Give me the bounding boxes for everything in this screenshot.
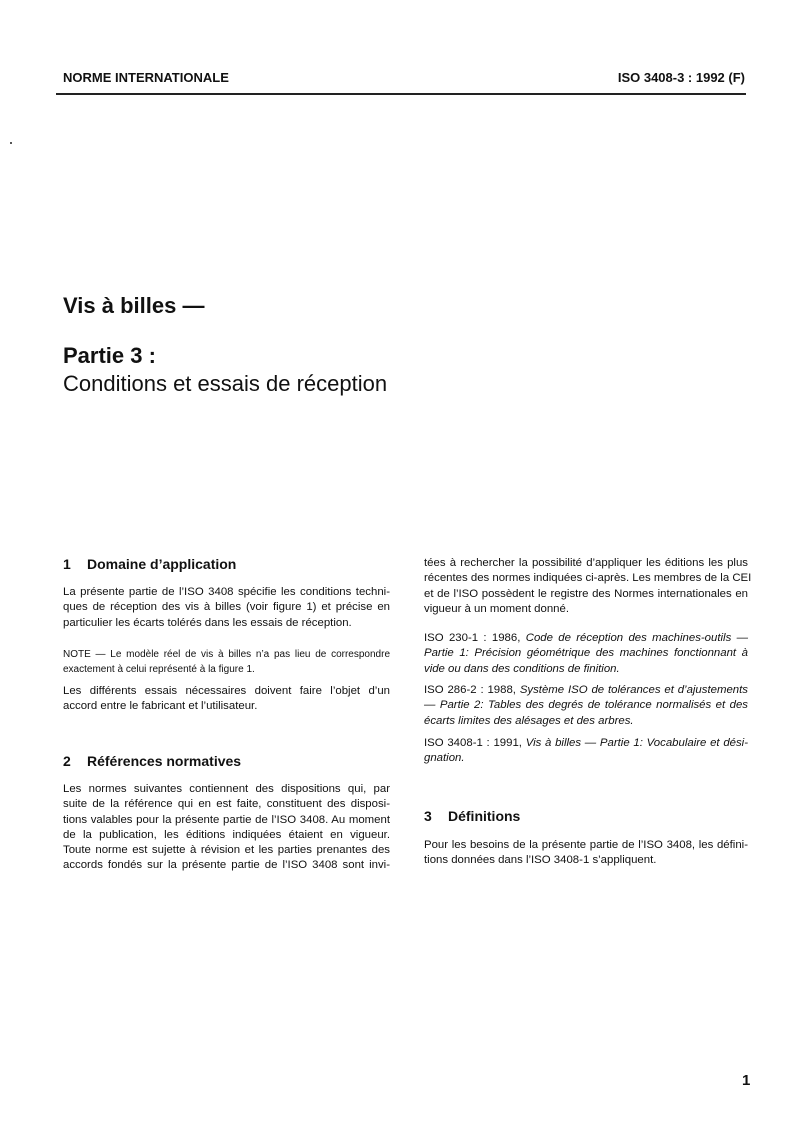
section-title: Définitions (448, 808, 521, 824)
text-line: exactement à celui représenté à la figure 1. (63, 663, 255, 675)
paragraph (424, 838, 748, 869)
scan-speck (10, 142, 12, 144)
header-standard-type: NORME INTERNATIONALE (63, 70, 229, 85)
paragraph (63, 684, 390, 715)
reference-id: ISO 230-1 : 1986, (424, 632, 526, 644)
text-line: accords fondés sur la présente partie de l’ISO 3408 sont invi- (63, 859, 390, 872)
text-line: suite de la référence qui en est faite, constituent des disposi- (63, 798, 390, 811)
text-line (424, 683, 748, 698)
reference-title: Vis à billes — Partie 1: Vocabulaire et dési- (525, 737, 749, 749)
reference-id: ISO 3408-1 : 1991, (424, 737, 526, 749)
text-line: récentes des normes indiquées ci-après. Les membres de la CEI (424, 572, 752, 585)
reference-title: Système ISO de tolérances et d’ajustements (519, 684, 748, 696)
reference-title: Code de réception des machines-outils — (525, 632, 748, 644)
text-line: vigueur à un moment donné. (424, 602, 570, 615)
reference-iso-230-1 (424, 631, 748, 677)
text-line (424, 736, 748, 751)
text-line: accord entre le fabricant et l’utilisateur. (63, 700, 258, 713)
reference-title: Partie 1: Précision géométrique des machines fonctionnant à (424, 647, 748, 660)
section-2-heading (63, 753, 241, 769)
reference-id: ISO 286-2 : 1988, (424, 684, 520, 696)
text-line: Les différents essais nécessaires doivent faire l’objet d’un (63, 685, 390, 697)
note (63, 648, 390, 677)
text-line: tions données dans l’ISO 3408-1 s’appliquent. (424, 854, 657, 867)
reference-title: vide ou dans des conditions de finition. (424, 662, 620, 675)
text-line: Pour les besoins de la présente partie de l’ISO 3408, les défini- (424, 839, 748, 851)
paragraph (424, 556, 752, 617)
text-line: tions valables pour la présente partie de l’ISO 3408. Au moment (63, 813, 390, 826)
part-title: Partie 3 : (63, 343, 156, 368)
text-line (424, 751, 748, 766)
section-number: 2 (63, 753, 71, 769)
section-title: Références normatives (87, 753, 242, 769)
text-line: La présente partie de l’ISO 3408 spécifie les conditions techni- (63, 586, 390, 598)
text-line: tées à rechercher la possibilité d’appliquer les éditions les plus (424, 557, 748, 569)
reference-title: — Partie 2: Tables des degrés de tolérance normalisés et des (424, 699, 748, 712)
section-number: 1 (63, 556, 71, 572)
text-line: Les normes suivantes contiennent des dispositions qui, par (63, 783, 390, 795)
header-rule (56, 93, 746, 95)
paragraph (63, 585, 390, 631)
reference-iso-286-2 (424, 683, 748, 729)
text-line (424, 631, 748, 646)
text-line (424, 714, 748, 729)
header-standard-number: ISO 3408-3 : 1992 (F) (617, 70, 745, 85)
section-3-heading (424, 808, 520, 824)
text-line: ques de réception des vis à billes (voir figure 1) et précise en (63, 601, 390, 614)
text-line: Toute norme est sujette à révision et les parties prenantes des (63, 844, 390, 857)
text-line: particulier les écarts tolérés dans les essais de réception. (63, 616, 352, 629)
reference-title: gnation. (424, 752, 465, 765)
section-1-heading (63, 556, 236, 572)
text-line: de la publication, les éditions indiquées étaient en vigueur. (63, 828, 390, 841)
text-line: NOTE — Le modèle réel de vis à billes n’a pas lieu de correspondre (63, 649, 390, 660)
page-number: 1 (742, 1072, 751, 1089)
text-line (424, 662, 748, 677)
text-line (424, 646, 748, 661)
paragraph (63, 782, 390, 874)
text-line: et de l’ISO possèdent le registre des Normes internationales en (424, 587, 748, 600)
part-subtitle: Conditions et essais de réception (63, 371, 388, 396)
text-line (424, 698, 748, 713)
reference-iso-3408-1 (424, 736, 748, 767)
document-title: Vis à billes — (63, 293, 205, 318)
section-number: 3 (424, 808, 432, 824)
reference-title: écarts limites des alésages et des arbres. (424, 714, 634, 727)
section-title: Domaine d’application (87, 556, 237, 572)
